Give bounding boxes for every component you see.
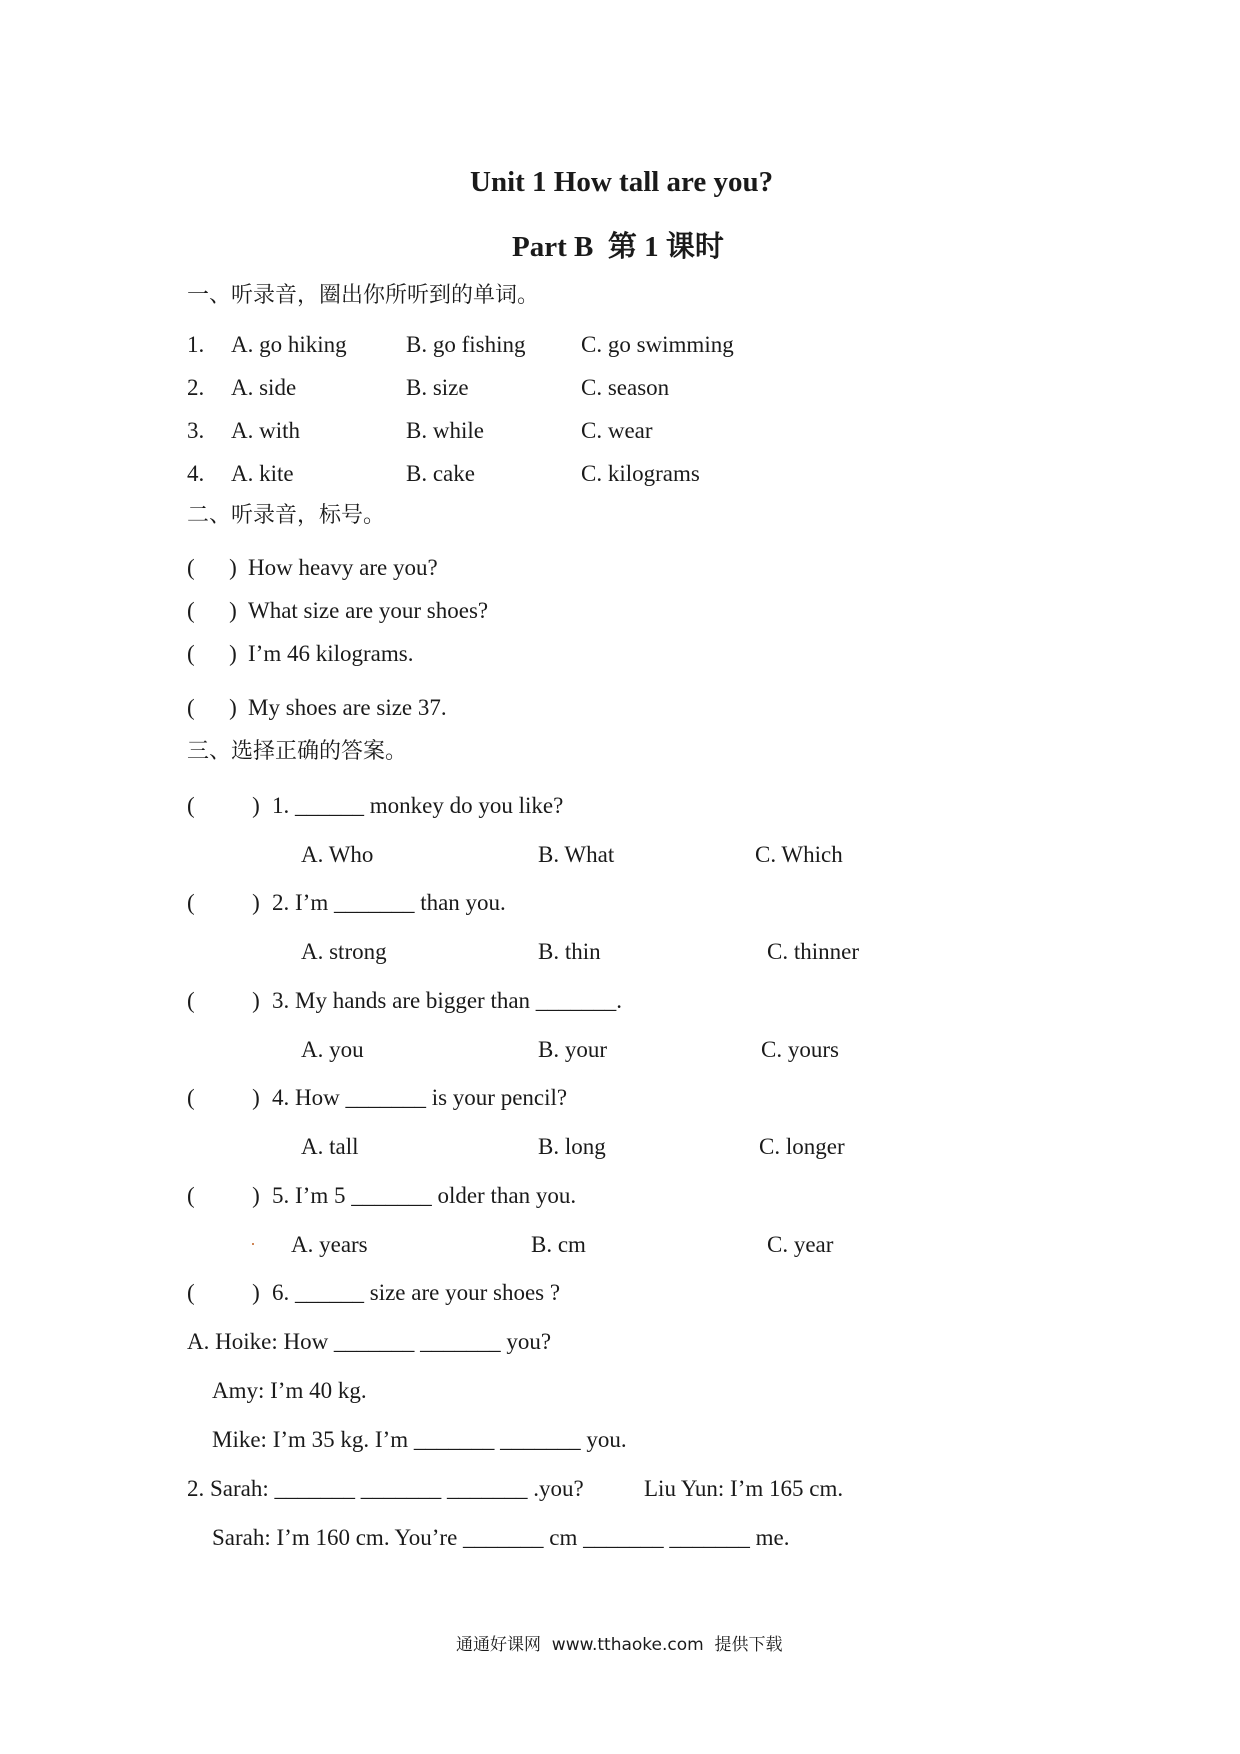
s3-option-c: C. thinner <box>767 939 859 964</box>
s1-option-c: C. kilograms <box>581 461 700 486</box>
s2-answer-blank: ( ) <box>187 641 237 666</box>
s1-option-a: A. side <box>231 375 297 400</box>
s2-item-text: What size are your shoes? <box>248 598 489 623</box>
s3-question: 1. ______ monkey do you like? <box>272 793 564 818</box>
s3-option-b: B. long <box>538 1134 606 1159</box>
section1-heading: 一、听录音，圈出你所听到的单词。 <box>187 283 540 308</box>
stray-mark <box>252 1243 254 1245</box>
dialogue-line: A. Hoike: How _______ _______ you? <box>187 1329 552 1354</box>
s1-option-a: A. go hiking <box>231 332 347 357</box>
s3-option-a: A. strong <box>301 939 387 964</box>
s2-answer-blank: ( ) <box>187 695 237 720</box>
dialogue-line: Amy: I’m 40 kg. <box>212 1378 367 1403</box>
s1-option-c: C. go swimming <box>581 332 734 357</box>
s3-answer-blank: ( ) <box>187 1280 260 1305</box>
page-title: Unit 1 How tall are you? <box>470 166 774 198</box>
s2-item-text: How heavy are you? <box>248 555 438 580</box>
s1-item-number: 4. <box>187 461 205 486</box>
s3-option-a: A. years <box>291 1232 368 1257</box>
s2-answer-blank: ( ) <box>187 598 237 623</box>
s1-option-a: A. with <box>231 418 300 443</box>
dialogue-line: Mike: I’m 35 kg. I’m _______ _______ you. <box>212 1427 627 1452</box>
s3-answer-blank: ( ) <box>187 988 260 1013</box>
s1-option-c: C. season <box>581 375 670 400</box>
s1-option-a: A. kite <box>231 461 294 486</box>
s1-option-c: C. wear <box>581 418 653 443</box>
s3-question: 4. How _______ is your pencil? <box>272 1085 568 1110</box>
s3-option-c: C. Which <box>755 842 843 867</box>
s1-item-number: 2. <box>187 375 205 400</box>
s2-item-text: My shoes are size 37. <box>248 695 447 720</box>
s3-option-c: C. longer <box>759 1134 845 1159</box>
section3-heading: 三、选择正确的答案。 <box>187 739 408 764</box>
s3-option-b: B. cm <box>531 1232 586 1257</box>
s3-answer-blank: ( ) <box>187 1183 260 1208</box>
dialogue-line: Liu Yun: I’m 165 cm. <box>644 1476 844 1501</box>
s1-option-b: B. go fishing <box>406 332 526 357</box>
s3-option-a: A. Who <box>301 842 374 867</box>
section2-heading: 二、听录音，标号。 <box>187 503 386 528</box>
s3-option-b: B. your <box>538 1037 607 1062</box>
s1-item-number: 1. <box>187 332 205 357</box>
s1-option-b: B. cake <box>406 461 475 486</box>
s3-answer-blank: ( ) <box>187 1085 260 1110</box>
s3-option-a: A. you <box>301 1037 364 1062</box>
s1-item-number: 3. <box>187 418 205 443</box>
s3-question: 5. I’m 5 _______ older than you. <box>272 1183 577 1208</box>
s3-option-b: B. thin <box>538 939 601 964</box>
s3-option-b: B. What <box>538 842 615 867</box>
s3-question: 2. I’m _______ than you. <box>272 890 506 915</box>
s3-question: 6. ______ size are your shoes ? <box>272 1280 561 1305</box>
s1-option-b: B. size <box>406 375 469 400</box>
s3-answer-blank: ( ) <box>187 793 260 818</box>
s3-question: 3. My hands are bigger than _______. <box>272 988 623 1013</box>
dialogue-line: Sarah: I’m 160 cm. You’re _______ cm _______ _______ me. <box>212 1525 790 1550</box>
dialogue-line: 2. Sarah: _______ _______ _______ .you? <box>187 1476 584 1501</box>
page-subtitle: Part B 第 1 课时 <box>512 231 724 263</box>
page-footer: 通通好课网 www.tthaoke.com 提供下载 <box>456 1635 783 1655</box>
s3-answer-blank: ( ) <box>187 890 260 915</box>
s2-item-text: I’m 46 kilograms. <box>248 641 414 666</box>
s3-option-c: C. yours <box>761 1037 839 1062</box>
s1-option-b: B. while <box>406 418 484 443</box>
s3-option-c: C. year <box>767 1232 834 1257</box>
s3-option-a: A. tall <box>301 1134 359 1159</box>
s2-answer-blank: ( ) <box>187 555 237 580</box>
